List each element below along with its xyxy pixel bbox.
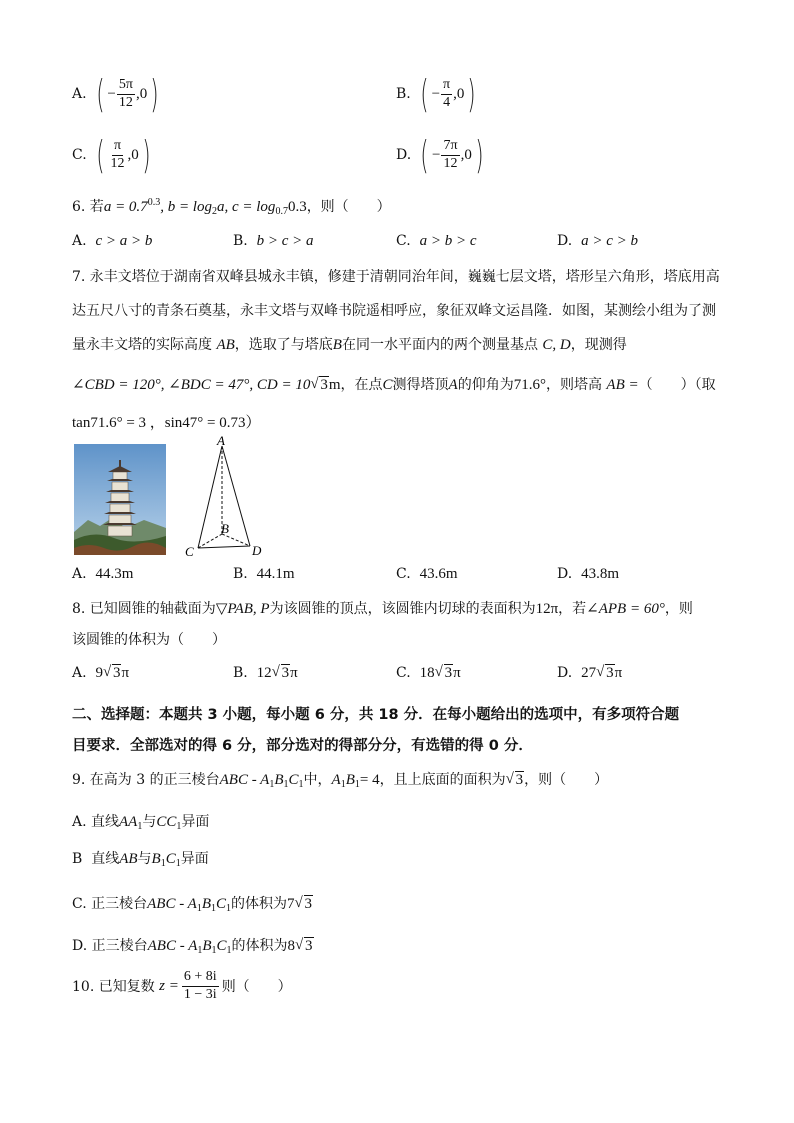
q7-line-4: ∠CBD = 120°, ∠BDC = 47°, CD = 10√ 3m，在点C测得塔顶A的仰角为71.6°，则塔高 AB =（ ）（取 <box>72 374 716 394</box>
q5-option-b: B. ( − $\frac{\pi}{4}$ ,0 ) <box>396 72 476 116</box>
fraction: $\frac{\pi}{4}$ <box>443 77 451 110</box>
q7-option-a: A. 44.3m <box>72 566 134 582</box>
fraction: $\frac{5\pi}{12}$ <box>118 77 133 110</box>
section-2-heading-line-1: 二、选择题：本题共 3 小题，每小题 6 分，共 18 分．在每小题给出的选项中，有多项符合题 <box>72 707 680 723</box>
vertex-label-a: A <box>217 434 225 448</box>
q7-option-d: D. 43.8m <box>557 566 620 582</box>
q7-option-c: C. 43.6m <box>396 566 458 582</box>
q6-option-d: D. a > c > b <box>557 233 638 249</box>
q6-option-b: B. b > c > a <box>233 233 314 249</box>
q5-option-c: C. ( $\frac{\pi}{12}$ ,0 ) <box>72 133 151 177</box>
fraction: $\frac{\pi}{12}$ <box>110 138 125 171</box>
pagoda-photo <box>74 444 166 555</box>
q5-option-d: D. ( − $\frac{7\pi}{12}$ ,0 ) <box>396 133 484 177</box>
option-label: C. <box>72 147 87 163</box>
q9-option-b: B 直线AB与$B_1C_1$异面 <box>72 851 209 869</box>
q5-option-a: A. ( − $\frac{5\pi}{12}$ ,0 ) <box>72 72 159 116</box>
q8-option-c: C. 18√ 3π <box>396 665 461 682</box>
q8-option-a: A. 9√ 3π <box>72 665 129 682</box>
fraction: $\frac{7\pi}{12}$ <box>443 138 458 171</box>
option-label: A. <box>72 86 87 102</box>
q7-line-3: 量永丰文塔的实际高度 AB，选取了与塔底B在同一水平面内的两个测量基点 C, D，现测得 <box>72 337 627 353</box>
q10-stem: 10. 已知复数 z = $\frac{6 + 8i}{1 - 3i}$ 则（ ） <box>72 969 292 1002</box>
vertex-label-b: B <box>221 521 229 536</box>
section-2-heading-line-2: 目要求．全部选对的得 6 分，部分选对的得部分分，有选错的得 0 分． <box>72 738 533 754</box>
q6-option-c: C. a > b > c <box>396 233 477 249</box>
q9-option-c: C. 正三棱台ABC - $A_1B_1C_1$的体积为7√ 3 <box>72 893 313 914</box>
q9-stem: 9. 在高为 3 的正三棱台ABC - $A_1B_1C_1$中，$A_1B_1= 4$，且上底面的面积为√ 3，则（ ） <box>72 769 608 790</box>
q7-line-2: 达五尺八寸的青条石奠基，永丰文塔与双峰书院遥相呼应，象征双峰文运昌隆．如图，某测绘小组为了测 <box>72 303 716 319</box>
q8-option-d: D. 27√ 3π <box>557 665 622 682</box>
q7-line-1: 7. 永丰文塔位于湖南省双峰县城永丰镇，修建于清朝同治年间，巍巍七层文塔，塔形呈六角形，塔底用高 <box>72 269 720 285</box>
q9-option-a: A. 直线$AA_1$与$CC_1$异面 <box>72 814 210 832</box>
q9-option-d: D. 正三棱台ABC - $A_1B_1C_1$的体积为8√ 3 <box>72 935 314 956</box>
vertex-label-d: D <box>252 543 262 558</box>
vertex-label-c: C <box>185 544 194 559</box>
option-label: D. <box>396 147 412 163</box>
q6-option-a: A. c > a > b <box>72 233 153 249</box>
q7-line-5: tan71.6° = 3 ，sin47° = 0.73） <box>72 415 261 431</box>
fraction: $\frac{6 + 8i}{1 - 3i}$ <box>183 969 217 1002</box>
q7-option-b: B. 44.1m <box>233 566 295 582</box>
pyramid-diagram <box>180 434 270 560</box>
q8-line-2: 该圆锥的体积为（ ） <box>72 632 226 648</box>
q8-line-1: 8. 已知圆锥的轴截面为▽PAB, P为该圆锥的顶点，该圆锥内切球的表面积为12π，若∠APB = 60°，则 <box>72 601 693 617</box>
pagoda-photo-svg <box>74 444 166 555</box>
q6-stem: 6. 若$a = 0.7^{0.3}$, $b = \log_2a$, $c = \log_{0.7}0.3$，则（ ） <box>72 197 391 217</box>
q8-option-b: B. 12√ 3π <box>233 665 298 682</box>
option-label: B. <box>396 86 411 102</box>
pyramid-diagram-svg <box>180 434 270 560</box>
